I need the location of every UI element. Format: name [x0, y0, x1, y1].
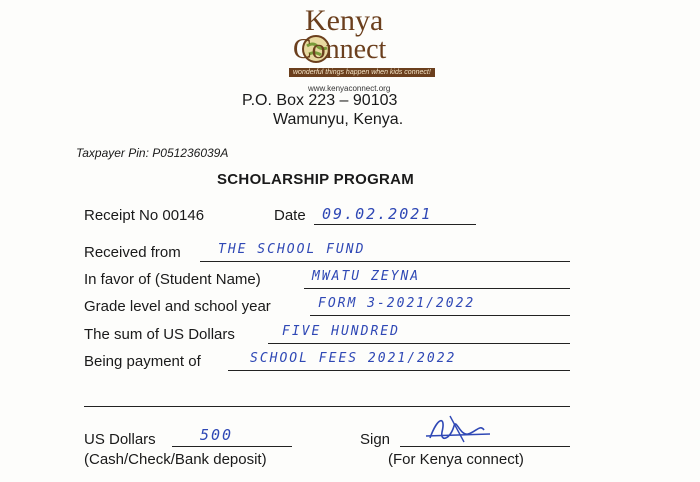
grade-level-line: [310, 315, 570, 316]
date-value: 09.02.2021: [322, 205, 433, 223]
sum-dollars-line: [268, 343, 570, 344]
website-url: www.kenyaconnect.org: [308, 84, 391, 93]
payment-of-value: SCHOOL FEES 2021/2022: [250, 351, 457, 366]
sum-dollars-label: The sum of US Dollars: [84, 326, 235, 343]
usd-label: US Dollars: [84, 431, 156, 448]
logo-tagline: wonderful things happen when kids connect!: [289, 68, 435, 77]
usd-value: 500: [200, 426, 234, 444]
grade-level-value: FORM 3-2021/2022: [318, 296, 476, 311]
address-line-2: Wamunyu, Kenya.: [273, 111, 404, 128]
kenya-connect-logo: [287, 4, 431, 84]
date-line: [314, 224, 476, 225]
student-name-line: [304, 288, 570, 289]
date-label: Date: [274, 207, 306, 224]
page-title: SCHOLARSHIP PROGRAM: [217, 171, 415, 188]
taxpayer-pin: Taxpayer Pin: P051236039A: [76, 146, 229, 160]
signature-scribble: [420, 412, 500, 448]
student-name-value: MWATU ZEYNA: [312, 269, 421, 284]
logo-word-kenya: Kenya: [305, 4, 384, 37]
sign-label: Sign: [360, 431, 391, 448]
logo-word-connect: Connect: [293, 34, 387, 65]
usd-line: [172, 446, 292, 447]
payment-of-line: [228, 370, 570, 371]
sum-dollars-value: FIVE HUNDRED: [282, 324, 400, 339]
received-from-label: Received from: [84, 244, 181, 261]
address-line-1: P.O. Box 223 – 90103: [242, 92, 398, 109]
sign-note: (For Kenya connect): [388, 451, 524, 468]
received-from-line: [200, 261, 570, 262]
payment-method-note: (Cash/Check/Bank deposit): [84, 451, 267, 468]
payment-of-label: Being payment of: [84, 353, 201, 370]
receipt-number: Receipt No 00146: [84, 207, 205, 224]
student-name-label: In favor of (Student Name): [84, 271, 261, 288]
grade-level-label: Grade level and school year: [84, 298, 271, 315]
received-from-value: THE SCHOOL FUND: [218, 242, 366, 257]
blank-line: [84, 406, 570, 407]
